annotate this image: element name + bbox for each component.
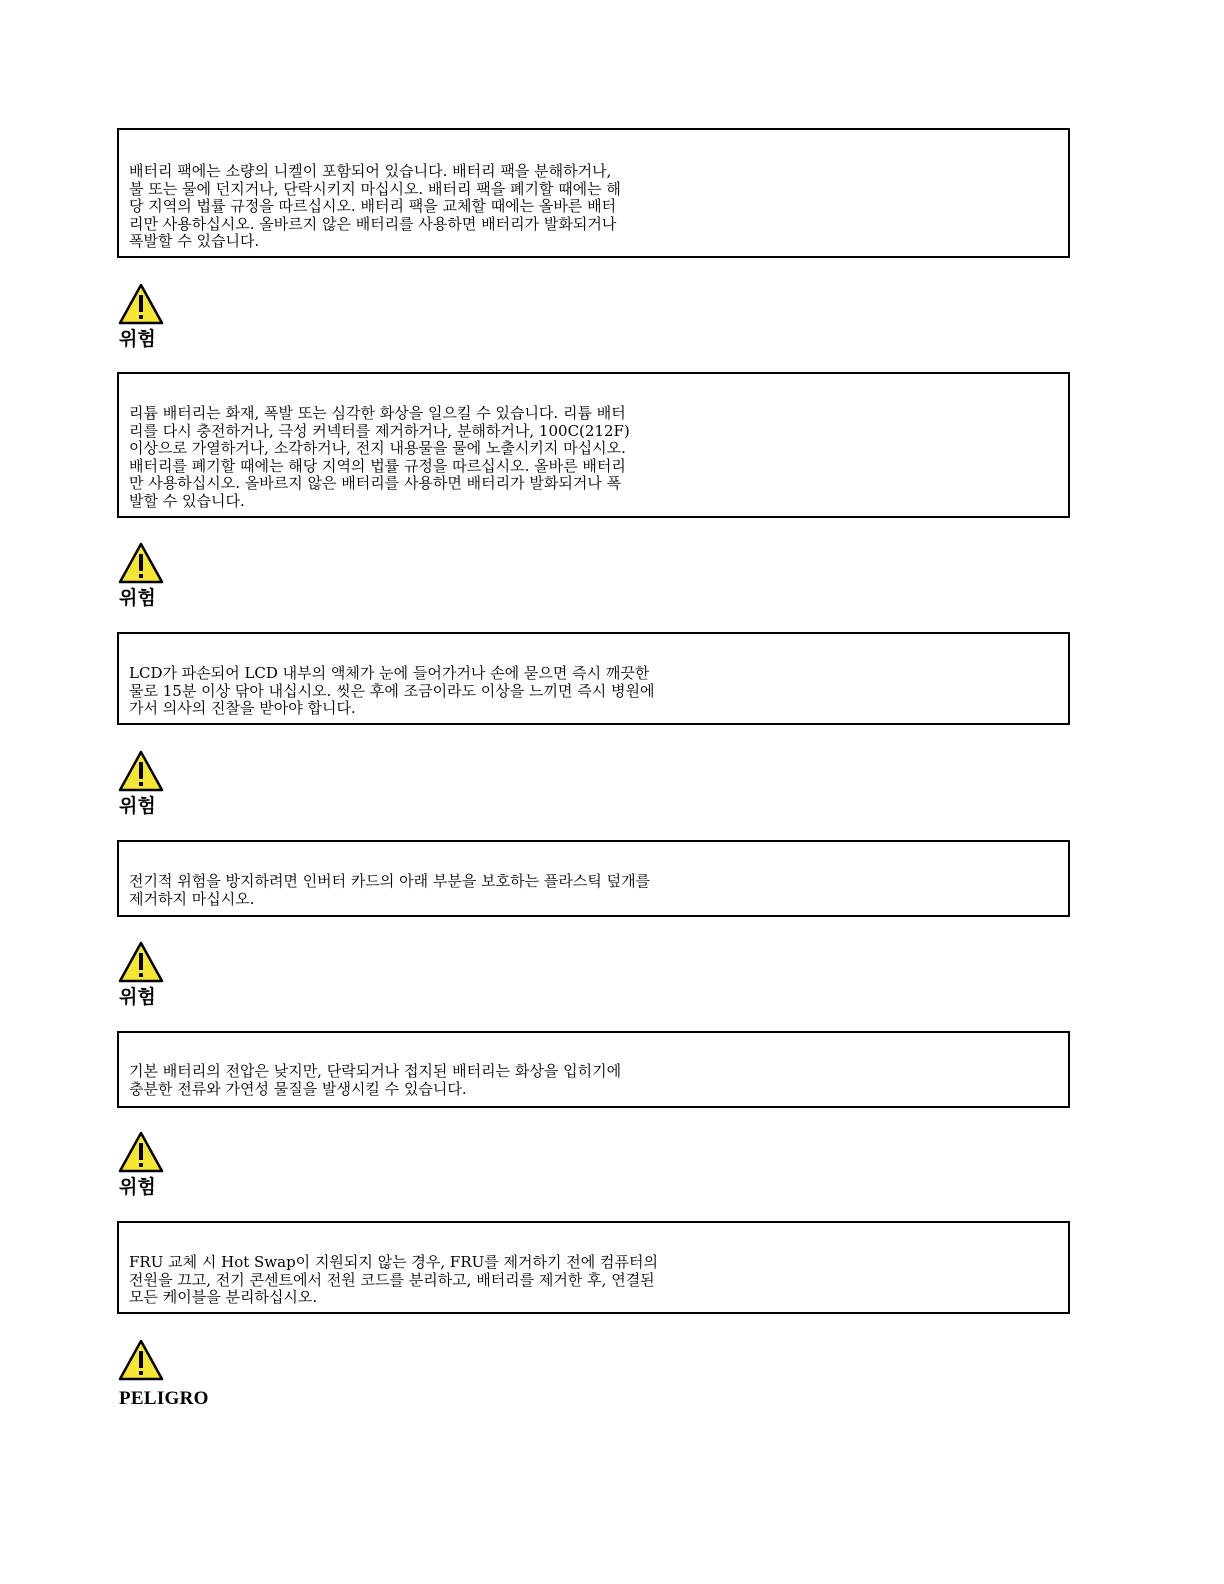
notice-text: 리튬 배터리는 화재, 폭발 또는 심각한 화상을 일으킬 수 있습니다. 리튬 배터 리를 다시 충전하거나, 극성 커넥터를 제거하거나, 분해하거나, 100C(212F) 이상으로 가열하거나, 소각하거나, 전지 내용물을 물에 노출시키지 마십시오. 배터리를 폐기할 때에는 해당 지역의 법률 규정을 따르십시오. 올바른 배터리 만 사용하십시오. 올바르지 않은 배터리를 사용하면 배터리가 발화되거나 폭 발할 수 있습니다. [129,404,630,510]
notice-box-fru-replacement [117,1221,1070,1314]
warning-label: 위험 [119,1176,156,1198]
warning-triangle-icon [118,1131,164,1173]
notice-box-backup-battery [117,1031,1070,1108]
notice-text: 기본 배터리의 전압은 낮지만, 단락되거나 접지된 배터리는 화상을 입히기에 충분한 전류와 가연성 물질을 발생시킬 수 있습니다. [129,1062,622,1098]
warning-triangle-icon [118,1339,164,1381]
warning-label: 위험 [119,986,156,1008]
notice-box-nickel-battery [117,128,1070,258]
warning-triangle-icon [118,283,164,325]
warning-label: 위험 [119,795,156,817]
notice-box-lcd-liquid [117,632,1070,725]
notice-box-inverter-cover [117,840,1070,917]
warning-triangle-icon [118,750,164,792]
notice-text: LCD가 파손되어 LCD 내부의 액체가 눈에 들어가거나 손에 묻으면 즉시 깨끗한 물로 15분 이상 닦아 내십시오. 씻은 후에 조금이라도 이상을 느끼면 즉시 병원에 가서 의사의 진찰을 받아야 합니다. [129,664,655,718]
warning-triangle-icon [118,542,164,584]
notice-text: 배터리 팩에는 소량의 니켈이 포함되어 있습니다. 배터리 팩을 분해하거나, 불 또는 물에 던지거나, 단락시키지 마십시오. 배터리 팩을 폐기할 때에는 해 당 지역의 법률 규정을 따르십시오. 배터리 팩을 교체할 때에는 올바른 배터 리만 사용하십시오. 올바르지 않은 배터리를 사용하면 배터리가 발화되거나 폭발할 수 있습니다. [129,162,621,251]
notice-box-lithium-battery [117,372,1070,518]
warning-label: PELIGRO [119,1388,209,1409]
warning-triangle-icon [118,941,164,983]
warning-label: 위험 [119,328,156,350]
warning-label: 위험 [119,587,156,609]
notice-text: FRU 교체 시 Hot Swap이 지원되지 않는 경우, FRU를 제거하기 전에 컴퓨터의 전원을 끄고, 전기 콘센트에서 전원 코드를 분리하고, 배터리를 제거한 후, 연결된 모든 케이블을 분리하십시오. [129,1253,658,1307]
notice-text: 전기적 위험을 방지하려면 인버터 카드의 아래 부분을 보호하는 플라스틱 덮개를 제거하지 마십시오. [129,872,651,908]
